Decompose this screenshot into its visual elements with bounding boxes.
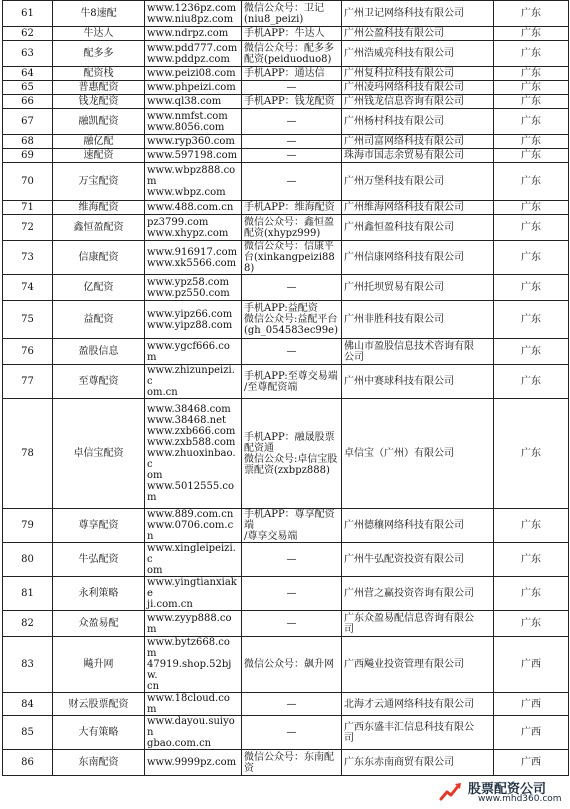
row-number: 77 [3,365,53,399]
company-name: 广州鑫恒盈科技有限公司 [342,215,494,241]
website: www.nmfst.com www.8056.com [145,109,242,135]
company-name: 广州万堡科技有限公司 [342,163,494,201]
row-number: 67 [3,109,53,135]
website: www.18cloud.com [145,693,242,716]
province: 广东 [494,365,569,399]
row-number: 71 [3,201,53,215]
company-name: 珠海市国志余贸易有限公司 [342,149,494,163]
website: www.ygcf666.com [145,339,242,365]
app-account: 手机APP:益配资 微信公众号:益配平台 (gh_054583ec99e) [242,301,342,339]
table-row [3,241,569,275]
platform-name: 牛弘配资 [53,543,145,577]
row-number: 76 [3,339,53,365]
province: 广东 [494,201,569,215]
province: 广东 [494,611,569,637]
company-name: 广西飚业投资管理有限公司 [342,637,494,693]
platform-name: 维海配资 [53,201,145,215]
row-number: 73 [3,241,53,275]
row-number: 63 [3,41,53,67]
platform-name: 万宝配资 [53,163,145,201]
website: www.597198.com [145,149,242,163]
province: 广东 [494,81,569,95]
province: 广东 [494,27,569,41]
platform-name: 卓信宝配资 [53,399,145,509]
app-account: 微信公众号：鑫恒盈 配资(xhypz999) [242,215,342,241]
website: www.9999pz.com [145,750,242,776]
province: 广东 [494,215,569,241]
platform-name: 配多多 [53,41,145,67]
platform-name: 信康配资 [53,241,145,275]
province: 广东 [494,41,569,67]
table-row [3,577,569,611]
province: 广西 [494,693,569,716]
company-name: 北海才云通网络科技有限公司 [342,693,494,716]
table-row [3,109,569,135]
company-name: 广东东赤南商贸有限公司 [342,750,494,776]
company-name: 广西东盛丰汇信息科技有限公 司 [342,716,494,750]
province: 广东 [494,275,569,301]
row-number: 82 [3,611,53,637]
app-account: 微信公众号：东南配 资 [242,750,342,776]
company-name: 广州杨村科技有限公司 [342,109,494,135]
province: 广东 [494,301,569,339]
app-account: — [242,716,342,750]
app-account: — [242,163,342,201]
row-number: 66 [3,95,53,109]
province: 广东 [494,543,569,577]
province: 广东 [494,95,569,109]
province: 广东 [494,241,569,275]
company-name: 广州卫记网络科技有限公司 [342,1,494,27]
platform-name: 财云股票配资 [53,693,145,716]
website: www.xingleipeizi.c om [145,543,242,577]
row-number: 62 [3,27,53,41]
table-row [3,81,569,95]
app-account: 微信公众号：飙升网 [242,637,342,693]
company-name: 广州凌玛网络科技有限公司 [342,81,494,95]
website: www.ndrpz.com [145,27,242,41]
app-account: — [242,611,342,637]
website: www.ryp360.com [145,135,242,149]
company-name: 广州浩威亮科技有限公司 [342,41,494,67]
website: www.wbpz888.co m www.wbpz.com [145,163,242,201]
platform-name: 亿配资 [53,275,145,301]
table-row [3,27,569,41]
website: pz3799.com www.xhypz.com [145,215,242,241]
app-account: — [242,135,342,149]
province: 广东 [494,399,569,509]
row-number: 75 [3,301,53,339]
company-name: 广州营之赢投资咨询有限公司 [342,577,494,611]
table-row [3,543,569,577]
platform-name: 大有策略 [53,716,145,750]
company-table [2,0,569,776]
province: 广东 [494,109,569,135]
table-row [3,163,569,201]
province: 广东 [494,577,569,611]
province: 广东 [494,67,569,81]
row-number: 80 [3,543,53,577]
table-row [3,149,569,163]
row-number: 83 [3,637,53,693]
app-account: 手机APP：融晟股票 配资通 微信公众号:卓信宝股 票配资(zxbpz888) [242,399,342,509]
platform-name: 融凯配资 [53,109,145,135]
province: 广东 [494,163,569,201]
row-number: 70 [3,163,53,201]
app-account: 手机APP:至尊交易端 /至尊配资端 [242,365,342,399]
app-account: 手机APP：牛达人 [242,27,342,41]
row-number: 68 [3,135,53,149]
company-name: 广州中赛球科技有限公司 [342,365,494,399]
website: www.ql38.com [145,95,242,109]
website: www.zyyp888.com [145,611,242,637]
row-number: 65 [3,81,53,95]
platform-name: 融亿配 [53,135,145,149]
table-row [3,611,569,637]
website: www.phpeizi.com [145,81,242,95]
website: www.916917.com www.xk5566.com [145,241,242,275]
company-name: 广州维海网络科技有限公司 [342,201,494,215]
website: www.yingtianxiake ji.com.cn [145,577,242,611]
app-account: 手机APP：钱龙配资 [242,95,342,109]
app-account: — [242,275,342,301]
table-row [3,365,569,399]
website: www.38468.com www.38468.net www.zxb666.com www.zxb588.com www.zhuoxinbao.c om www.5012555.com [145,399,242,509]
table-row [3,693,569,716]
platform-name: 永利策略 [53,577,145,611]
table-row [3,41,569,67]
company-name: 广州信康网络科技有限公司 [342,241,494,275]
platform-name: 尊享配资 [53,509,145,543]
table-row [3,716,569,750]
website: www.bytz668.com 47919.shop.52bjw. cn [145,637,242,693]
company-name: 广州司富网络科技有限公司 [342,135,494,149]
app-account: — [242,339,342,365]
website: www.peizi08.com [145,67,242,81]
table-row [3,135,569,149]
platform-name: 钱龙配资 [53,95,145,109]
province: 广东 [494,135,569,149]
row-number: 84 [3,693,53,716]
website: www.dayou.suiyon gbao.com.cn [145,716,242,750]
app-account: 手机APP：尊享配资端 /尊享交易端 [242,509,342,543]
row-number: 74 [3,275,53,301]
province: 广西 [494,716,569,750]
platform-name: 配资栈 [53,67,145,81]
province: 广东 [494,339,569,365]
row-number: 64 [3,67,53,81]
app-account: 微信公众号：配多多 配资(peiduoduo8) [242,41,342,67]
website: www.yipz66.com www.yipz88.com [145,301,242,339]
platform-name: 至尊配资 [53,365,145,399]
province: 广东 [494,149,569,163]
row-number: 72 [3,215,53,241]
platform-name: 众盈易配 [53,611,145,637]
platform-name: 益配资 [53,301,145,339]
platform-name: 牛达人 [53,27,145,41]
site-watermark [438,777,566,807]
company-name: 广州复科拉科技有限公司 [342,67,494,81]
app-account: — [242,577,342,611]
watermark-title: 股票配资公司 [468,782,547,797]
platform-name: 飚升网 [53,637,145,693]
table-row [3,399,569,509]
table-row [3,301,569,339]
app-account: 手机APP：维海配资 [242,201,342,215]
logo-icon [438,779,464,805]
province: 广西 [494,750,569,776]
table-row [3,95,569,109]
platform-name: 牛8速配 [53,1,145,27]
table-row [3,509,569,543]
company-name: 广州牛弘配资投资有限公司 [342,543,494,577]
app-account: 微信公众号：信康平 台(xinkangpeizi888) [242,241,342,275]
row-number: 79 [3,509,53,543]
table-row [3,339,569,365]
company-name: 广州德穰网络科技有限公司 [342,509,494,543]
row-number: 78 [3,399,53,509]
table-row [3,637,569,693]
row-number: 61 [3,1,53,27]
watermark-url: www.mhd360.com [478,794,562,804]
company-name: 佛山市盈股信息技术咨询有限 公司 [342,339,494,365]
table-row [3,275,569,301]
platform-name: 东南配资 [53,750,145,776]
company-name: 卓信宝（广州）有限公司 [342,399,494,509]
website: www.ypz58.com www.pz550.com [145,275,242,301]
province: 广东 [494,1,569,27]
app-account: — [242,149,342,163]
company-name: 广东众盈易配信息咨询有限公 司 [342,611,494,637]
table-row [3,215,569,241]
table-row [3,201,569,215]
website: www.1236pz.com www.niu8pz.com [145,1,242,27]
row-number: 81 [3,577,53,611]
website: www.zhizunpeizi.c om.cn [145,365,242,399]
app-account: — [242,81,342,95]
platform-name: 鑫恒盈配资 [53,215,145,241]
platform-name: 普惠配资 [53,81,145,95]
website: www.889.com.cn www.0706.com.cn [145,509,242,543]
app-account: 手机APP：通达信 [242,67,342,81]
platform-name: 速配资 [53,149,145,163]
table-row [3,67,569,81]
company-name: 广州非胜科技有限公司 [342,301,494,339]
table-row [3,1,569,27]
row-number: 86 [3,750,53,776]
app-account: — [242,693,342,716]
app-account: — [242,109,342,135]
province: 广东 [494,509,569,543]
app-account: 微信公众号：卫记 (niu8_peizi) [242,1,342,27]
company-name: 广州公盈科技有限公司 [342,27,494,41]
table-body [3,1,569,776]
platform-name: 盈股信息 [53,339,145,365]
province: 广西 [494,637,569,693]
app-account: — [242,543,342,577]
website: www.488.com.cn [145,201,242,215]
row-number: 69 [3,149,53,163]
company-name: 广州托坝贸易有限公司 [342,275,494,301]
website: www.pdd777.com www.pddpz.com [145,41,242,67]
row-number: 85 [3,716,53,750]
table-row [3,750,569,776]
company-name: 广州钱龙信息咨询有限公司 [342,95,494,109]
